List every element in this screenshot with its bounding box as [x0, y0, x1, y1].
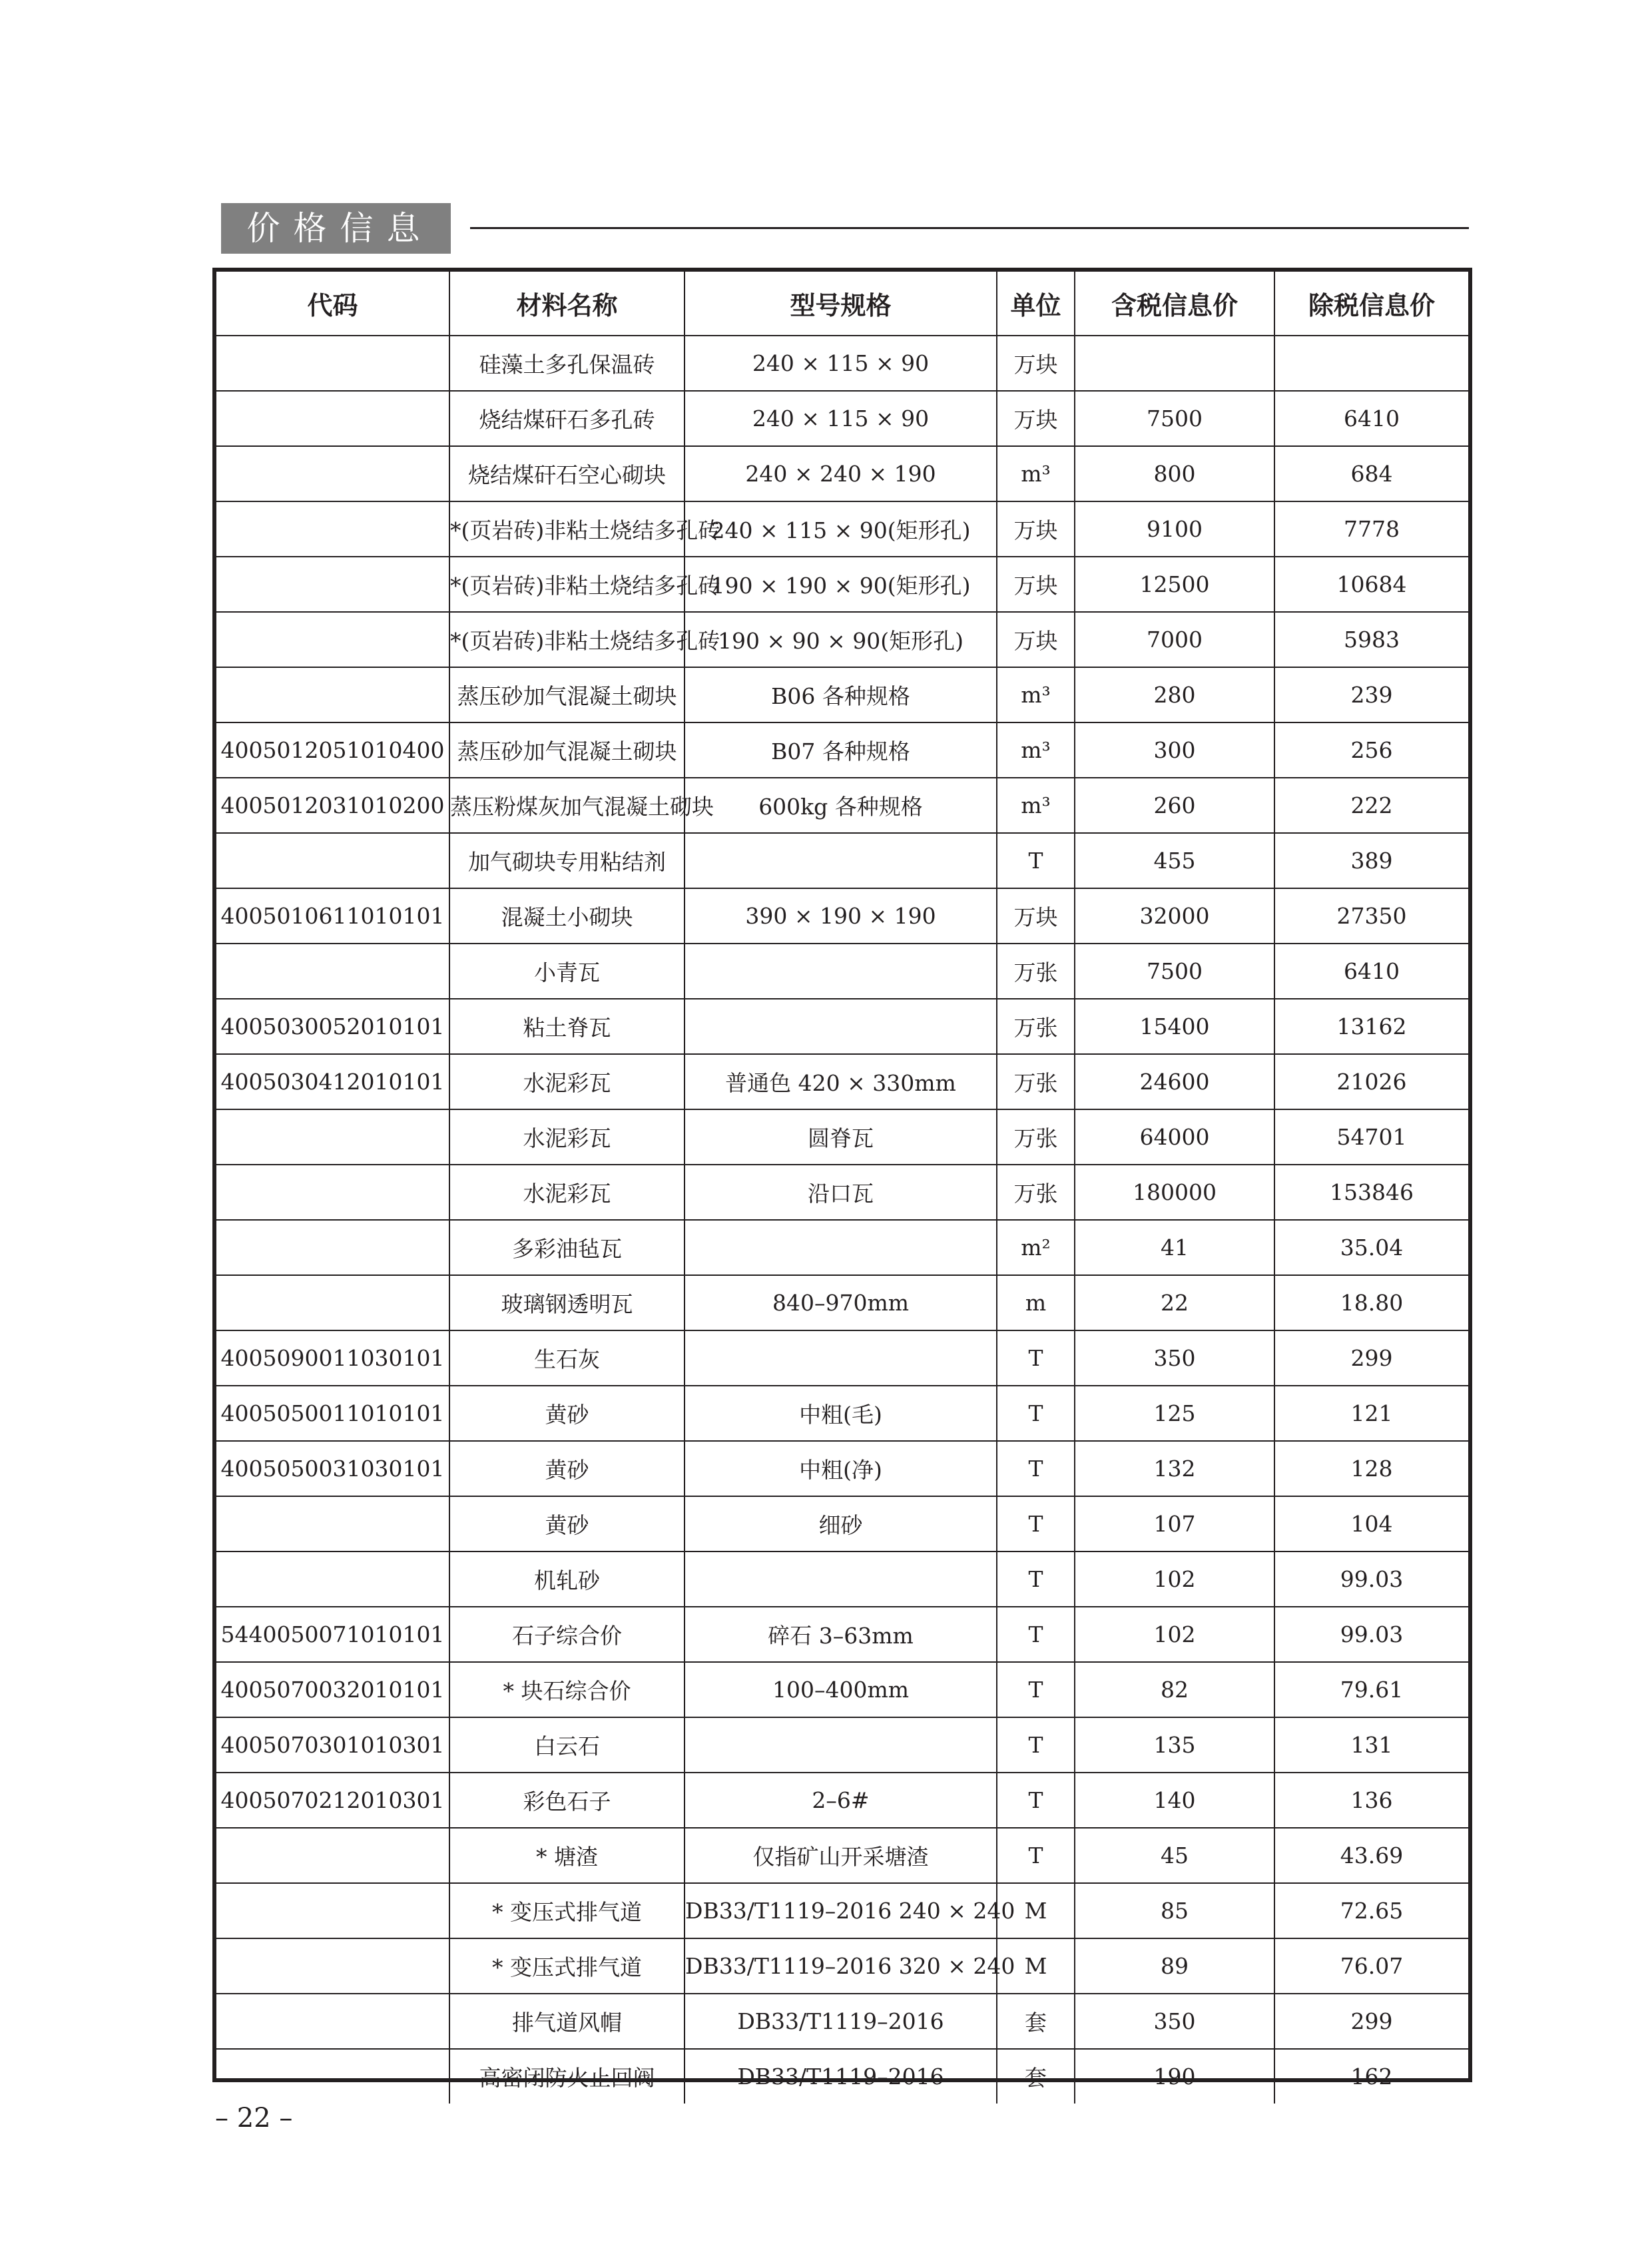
cell-spec: 仅指矿山开采塘渣 [685, 1828, 997, 1883]
cell-name: 玻璃钢透明瓦 [449, 1275, 685, 1330]
cell-code [216, 2049, 449, 2104]
cell-code [216, 612, 449, 667]
cell-code [216, 1165, 449, 1220]
cell-code: 4005012031010200 [216, 778, 449, 833]
table-row [216, 1717, 1468, 1773]
cell-code [216, 1883, 449, 1938]
cell-price-notax: 684 [1274, 446, 1468, 501]
cell-unit: T [997, 1662, 1075, 1717]
table-row [216, 612, 1468, 667]
cell-spec: 普通色 420 × 330mm [685, 1054, 997, 1109]
cell-price-tax: 350 [1075, 1330, 1274, 1386]
cell-unit: m³ [997, 722, 1075, 778]
cell-code: 4005030052010101 [216, 999, 449, 1054]
cell-unit: m³ [997, 446, 1075, 501]
header-rule [470, 227, 1469, 229]
cell-spec [685, 999, 997, 1054]
cell-spec: 240 × 115 × 90(矩形孔) [685, 501, 997, 557]
cell-unit: T [997, 1386, 1075, 1441]
cell-price-notax: 7778 [1274, 501, 1468, 557]
cell-price-tax: 132 [1075, 1441, 1274, 1496]
column-header-price-tax: 含税信息价 [1075, 272, 1274, 336]
cell-name: 生石灰 [449, 1330, 685, 1386]
cell-price-tax: 102 [1075, 1607, 1274, 1662]
cell-spec: 碎石 3–63mm [685, 1607, 997, 1662]
cell-price-tax: 455 [1075, 833, 1274, 888]
cell-name: * 变压式排气道 [449, 1938, 685, 1994]
cell-unit: M [997, 1938, 1075, 1994]
cell-price-notax: 43.69 [1274, 1828, 1468, 1883]
column-header-name: 材料名称 [449, 272, 685, 336]
cell-spec: 100–400mm [685, 1662, 997, 1717]
cell-spec: DB33/T1119–2016 [685, 1994, 997, 2049]
cell-code: 4005070212010301 [216, 1773, 449, 1828]
cell-name: 白云石 [449, 1717, 685, 1773]
cell-spec: 中粗(净) [685, 1441, 997, 1496]
cell-unit: 万块 [997, 501, 1075, 557]
cell-code [216, 1828, 449, 1883]
cell-price-tax: 64000 [1075, 1109, 1274, 1165]
cell-name: 水泥彩瓦 [449, 1054, 685, 1109]
cell-unit: T [997, 1717, 1075, 1773]
table-row [216, 1275, 1468, 1330]
cell-price-notax: 21026 [1274, 1054, 1468, 1109]
price-table [216, 272, 1468, 2104]
cell-price-tax: 85 [1075, 1883, 1274, 1938]
cell-code [216, 1496, 449, 1552]
cell-price-notax: 72.65 [1274, 1883, 1468, 1938]
cell-name: 粘土脊瓦 [449, 999, 685, 1054]
table-row [216, 2049, 1468, 2104]
table-row [216, 1773, 1468, 1828]
cell-price-tax: 22 [1075, 1275, 1274, 1330]
cell-code: 4005030412010101 [216, 1054, 449, 1109]
cell-price-tax: 32000 [1075, 888, 1274, 944]
cell-price-notax: 153846 [1274, 1165, 1468, 1220]
cell-name: 黄砂 [449, 1386, 685, 1441]
cell-price-notax: 54701 [1274, 1109, 1468, 1165]
cell-price-notax: 35.04 [1274, 1220, 1468, 1275]
cell-price-tax: 7000 [1075, 612, 1274, 667]
cell-price-tax: 7500 [1075, 391, 1274, 446]
cell-name: 黄砂 [449, 1496, 685, 1552]
cell-name: 高密闭防火止回阀 [449, 2049, 685, 2104]
page-number: – 22 – [215, 2103, 293, 2133]
cell-price-tax: 125 [1075, 1386, 1274, 1441]
cell-code [216, 1109, 449, 1165]
cell-price-notax: 239 [1274, 667, 1468, 722]
cell-price-tax: 800 [1075, 446, 1274, 501]
cell-code [216, 944, 449, 999]
column-header-code: 代码 [216, 272, 449, 336]
cell-spec [685, 1220, 997, 1275]
cell-spec: B06 各种规格 [685, 667, 997, 722]
cell-name: 石子综合价 [449, 1607, 685, 1662]
cell-spec: 沿口瓦 [685, 1165, 997, 1220]
cell-code: 4005010611010101 [216, 888, 449, 944]
cell-price-notax: 6410 [1274, 391, 1468, 446]
table-row [216, 944, 1468, 999]
cell-price-notax: 128 [1274, 1441, 1468, 1496]
cell-spec: 240 × 115 × 90 [685, 391, 997, 446]
cell-price-notax: 10684 [1274, 557, 1468, 612]
cell-price-notax [1274, 336, 1468, 391]
column-header-price-notax: 除税信息价 [1274, 272, 1468, 336]
cell-price-notax: 299 [1274, 1330, 1468, 1386]
cell-name: 彩色石子 [449, 1773, 685, 1828]
cell-spec [685, 944, 997, 999]
table-row [216, 1386, 1468, 1441]
table-row [216, 336, 1468, 391]
cell-spec: DB33/T1119–2016 320 × 240 [685, 1938, 997, 1994]
cell-code [216, 391, 449, 446]
table-row [216, 722, 1468, 778]
cell-code [216, 667, 449, 722]
cell-price-notax: 389 [1274, 833, 1468, 888]
cell-price-notax: 18.80 [1274, 1275, 1468, 1330]
cell-unit: 万块 [997, 612, 1075, 667]
cell-price-notax: 76.07 [1274, 1938, 1468, 1994]
cell-name: 蒸压砂加气混凝土砌块 [449, 722, 685, 778]
cell-code: 4005050011010101 [216, 1386, 449, 1441]
table-row [216, 1220, 1468, 1275]
section-title: 价格信息 [221, 203, 451, 254]
table-row [216, 391, 1468, 446]
cell-spec [685, 1330, 997, 1386]
cell-price-tax: 180000 [1075, 1165, 1274, 1220]
table-row [216, 1165, 1468, 1220]
cell-price-tax: 9100 [1075, 501, 1274, 557]
cell-price-tax: 260 [1075, 778, 1274, 833]
cell-name: *(页岩砖)非粘土烧结多孔砖 [449, 612, 685, 667]
table-row [216, 1552, 1468, 1607]
cell-price-notax: 121 [1274, 1386, 1468, 1441]
cell-price-tax: 350 [1075, 1994, 1274, 2049]
column-header-spec: 型号规格 [685, 272, 997, 336]
table-row [216, 1994, 1468, 2049]
table-row [216, 778, 1468, 833]
cell-code: 4005050031030101 [216, 1441, 449, 1496]
cell-unit: T [997, 1552, 1075, 1607]
cell-name: 小青瓦 [449, 944, 685, 999]
cell-code: 5440050071010101 [216, 1607, 449, 1662]
cell-code [216, 1275, 449, 1330]
cell-price-tax: 45 [1075, 1828, 1274, 1883]
table-row [216, 888, 1468, 944]
cell-unit: 套 [997, 1994, 1075, 2049]
cell-code [216, 501, 449, 557]
cell-unit: T [997, 1607, 1075, 1662]
cell-unit: 万张 [997, 944, 1075, 999]
cell-unit: 万块 [997, 336, 1075, 391]
cell-name: 黄砂 [449, 1441, 685, 1496]
table-row [216, 999, 1468, 1054]
table-body [216, 336, 1468, 2104]
cell-spec [685, 1552, 997, 1607]
cell-code: 4005012051010400 [216, 722, 449, 778]
cell-price-notax: 136 [1274, 1773, 1468, 1828]
cell-name: 排气道风帽 [449, 1994, 685, 2049]
cell-name: 烧结煤矸石空心砌块 [449, 446, 685, 501]
cell-price-tax: 41 [1075, 1220, 1274, 1275]
cell-spec: B07 各种规格 [685, 722, 997, 778]
cell-price-tax: 24600 [1075, 1054, 1274, 1109]
table-row [216, 1441, 1468, 1496]
cell-spec: 中粗(毛) [685, 1386, 997, 1441]
cell-price-tax: 15400 [1075, 999, 1274, 1054]
cell-price-notax: 222 [1274, 778, 1468, 833]
cell-unit: T [997, 1441, 1075, 1496]
table-row [216, 1662, 1468, 1717]
cell-price-notax: 6410 [1274, 944, 1468, 999]
table-row [216, 446, 1468, 501]
cell-price-notax: 104 [1274, 1496, 1468, 1552]
table-row [216, 1330, 1468, 1386]
cell-price-notax: 79.61 [1274, 1662, 1468, 1717]
cell-unit: T [997, 1330, 1075, 1386]
cell-price-tax: 7500 [1075, 944, 1274, 999]
table-row [216, 1938, 1468, 1994]
cell-price-tax: 82 [1075, 1662, 1274, 1717]
cell-spec: 390 × 190 × 190 [685, 888, 997, 944]
table-row [216, 501, 1468, 557]
cell-unit: T [997, 833, 1075, 888]
cell-price-tax: 102 [1075, 1552, 1274, 1607]
cell-name: * 变压式排气道 [449, 1883, 685, 1938]
cell-code [216, 336, 449, 391]
cell-unit: 万张 [997, 1109, 1075, 1165]
cell-unit: 万块 [997, 391, 1075, 446]
cell-price-notax: 131 [1274, 1717, 1468, 1773]
table-row [216, 1828, 1468, 1883]
cell-spec: DB33/T1119–2016 [685, 2049, 997, 2104]
cell-unit: T [997, 1773, 1075, 1828]
table-row [216, 1109, 1468, 1165]
cell-price-notax: 99.03 [1274, 1552, 1468, 1607]
table-row [216, 1496, 1468, 1552]
table-row [216, 1883, 1468, 1938]
cell-name: 加气砌块专用粘结剂 [449, 833, 685, 888]
cell-unit: 万张 [997, 1054, 1075, 1109]
cell-price-notax: 299 [1274, 1994, 1468, 2049]
cell-unit: m [997, 1275, 1075, 1330]
cell-unit: m³ [997, 778, 1075, 833]
cell-name: 烧结煤矸石多孔砖 [449, 391, 685, 446]
cell-name: 水泥彩瓦 [449, 1165, 685, 1220]
cell-unit: 万块 [997, 557, 1075, 612]
cell-spec: 190 × 190 × 90(矩形孔) [685, 557, 997, 612]
cell-unit: M [997, 1883, 1075, 1938]
table-row [216, 1054, 1468, 1109]
cell-name: 硅藻土多孔保温砖 [449, 336, 685, 391]
cell-code [216, 833, 449, 888]
table-row [216, 667, 1468, 722]
cell-name: *(页岩砖)非粘土烧结多孔砖 [449, 501, 685, 557]
cell-unit: 万块 [997, 888, 1075, 944]
cell-price-tax: 135 [1075, 1717, 1274, 1773]
cell-price-tax: 280 [1075, 667, 1274, 722]
cell-price-tax: 140 [1075, 1773, 1274, 1828]
cell-price-tax: 89 [1075, 1938, 1274, 1994]
cell-code [216, 1938, 449, 1994]
cell-price-tax [1075, 336, 1274, 391]
cell-unit: 万张 [997, 999, 1075, 1054]
cell-spec: 2–6# [685, 1773, 997, 1828]
cell-price-notax: 162 [1274, 2049, 1468, 2104]
cell-name: *(页岩砖)非粘土烧结多孔砖 [449, 557, 685, 612]
cell-price-notax: 13162 [1274, 999, 1468, 1054]
cell-price-tax: 190 [1075, 2049, 1274, 2104]
table-row [216, 833, 1468, 888]
cell-name: 机轧砂 [449, 1552, 685, 1607]
cell-name: 蒸压粉煤灰加气混凝土砌块 [449, 778, 685, 833]
cell-price-notax: 5983 [1274, 612, 1468, 667]
cell-unit: m² [997, 1220, 1075, 1275]
cell-name: 水泥彩瓦 [449, 1109, 685, 1165]
cell-spec: 190 × 90 × 90(矩形孔) [685, 612, 997, 667]
cell-price-tax: 107 [1075, 1496, 1274, 1552]
cell-spec: 圆脊瓦 [685, 1109, 997, 1165]
cell-code [216, 1994, 449, 2049]
cell-spec: 细砂 [685, 1496, 997, 1552]
cell-unit: m³ [997, 667, 1075, 722]
table-row [216, 557, 1468, 612]
cell-name: 蒸压砂加气混凝土砌块 [449, 667, 685, 722]
cell-spec: DB33/T1119–2016 240 × 240 [685, 1883, 997, 1938]
column-header-unit: 单位 [997, 272, 1075, 336]
cell-name: * 块石综合价 [449, 1662, 685, 1717]
cell-code [216, 1552, 449, 1607]
cell-price-notax: 27350 [1274, 888, 1468, 944]
cell-spec [685, 833, 997, 888]
cell-name: * 塘渣 [449, 1828, 685, 1883]
cell-spec: 240 × 115 × 90 [685, 336, 997, 391]
cell-unit: T [997, 1496, 1075, 1552]
price-table-container [212, 268, 1472, 2091]
cell-unit: 套 [997, 2049, 1075, 2104]
cell-code [216, 446, 449, 501]
cell-price-notax: 99.03 [1274, 1607, 1468, 1662]
table-row [216, 1607, 1468, 1662]
cell-name: 多彩油毡瓦 [449, 1220, 685, 1275]
cell-code: 4005090011030101 [216, 1330, 449, 1386]
cell-unit: T [997, 1828, 1075, 1883]
cell-code: 4005070032010101 [216, 1662, 449, 1717]
cell-code [216, 557, 449, 612]
table-header-row [216, 272, 1468, 336]
cell-spec: 840–970mm [685, 1275, 997, 1330]
cell-code [216, 1220, 449, 1275]
cell-price-notax: 256 [1274, 722, 1468, 778]
cell-name: 混凝土小砌块 [449, 888, 685, 944]
cell-spec [685, 1717, 997, 1773]
cell-spec: 240 × 240 × 190 [685, 446, 997, 501]
cell-price-tax: 300 [1075, 722, 1274, 778]
cell-spec: 600kg 各种规格 [685, 778, 997, 833]
cell-code: 4005070301010301 [216, 1717, 449, 1773]
cell-price-tax: 12500 [1075, 557, 1274, 612]
cell-unit: 万张 [997, 1165, 1075, 1220]
